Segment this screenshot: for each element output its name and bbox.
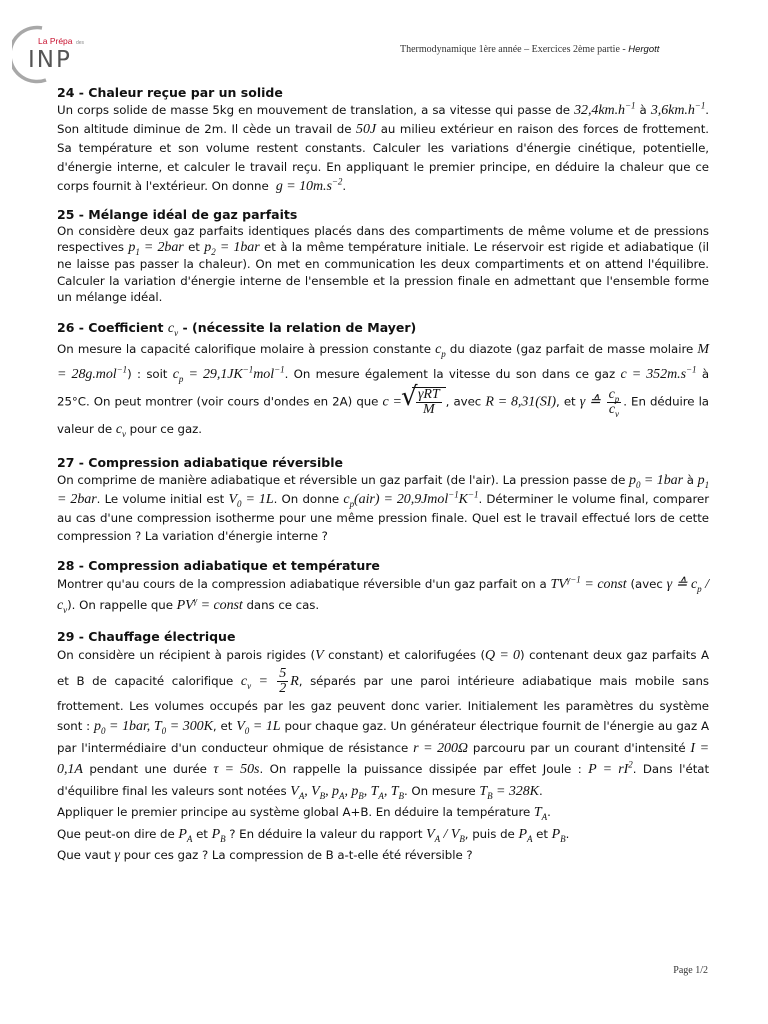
page-header — [400, 44, 700, 55]
exercise-title: 28 - Compression adiabatique et température — [57, 558, 380, 574]
exercise-body: On mesure la capacité calorifique molaire à pression constante $c_p$ du diazote (gaz parfait de masse molaire M = 28g.mol$^{-1}$) : soit $c_p = 29,1JK^{-1}mol^{-1}$. On mesure également la vitesse du son dans ce gaz $c = 352m.s^{-1}$ à 25°C. On peut montrer (voir cours d'ondes en 2A) que c = √ $\frac{\text{γRT}}{M}$ , avec R = 8,31(SI), et γ ≙ $\frac{c_p}{c_v}$ . En déduire la valeur de $c_v$ pour ce gaz. — [57, 337, 709, 442]
exercise-24 — [57, 84, 709, 196]
exercise-29 — [57, 628, 709, 867]
exercise-body: On considère un récipient à parois rigides (V constant) et calorifugées (Q = 0) contenant deux gaz parfaits A et B de capacité calorifique $c_v$ = $\frac{5}{2}$ R, séparés par une paroi intérieure adiabatique mais mobile sans frottement. Les volumes occupés par les gaz peuvent donc varier. Initialement les paramètres du système sont : $p_0 = 1bar$, $T_0 = 300K$, et $V_0 = 1L$ pour chaque gaz. Un générateur électrique fournit de l'énergie au gaz A par l'intermédiaire d'un conducteur ohmique de résistance r = 200Ω parcouru par un courant d'intensité I = 0,1A pendant une durée τ = 50s. On rappelle la puissance dissipée par effet Joule : $P = rI^2$. Dans l'état d'équilibre final les valeurs sont notées $V_A$, $V_B$, $p_A$, $p_B$, $T_A$, $T_B$. On mesure $T_B = 328K$. Appliquer le premier principe au système global A+B. En déduire la température $T_A$. Que peut-on dire de $P_A$ et $P_B$ ? En déduire la valeur du rapport $V_A / V_B$, puis de $P_A$ et $P_B$. Que vaut γ pour ces gaz ? La compression de B a-t-elle été réversible ? — [57, 648, 710, 864]
inp-logo — [12, 22, 104, 84]
header-author: Hergott — [628, 44, 660, 55]
logo-text-small: des — [76, 40, 85, 46]
exercise-title: 25 - Mélange idéal de gaz parfaits — [57, 207, 298, 222]
exercise-25 — [57, 206, 709, 305]
exercise-28 — [57, 557, 709, 616]
logo-text-main: INP — [28, 47, 72, 73]
logo-text-top: La Prépa — [38, 36, 73, 46]
exercise-title: 24 - Chaleur reçue par un solide — [57, 85, 283, 100]
exercise-27 — [57, 454, 709, 545]
exercise-title: 27 - Compression adiabatique réversible — [57, 455, 343, 471]
exercise-title: 26 - Coefficient $c_v$ - (nécessite la relation de Mayer) — [57, 320, 417, 338]
page-number: Page 1/2 — [673, 965, 708, 976]
exercise-body: Montrer qu'au cours de la compression adiabatique réversible d'un gaz parfait on a $TV^{\gamma-1}$ = const (avec γ ≙ $c_p / c_v$). On rappelle que $PV^\gamma$ = const dans ce cas. — [57, 574, 710, 615]
exercise-body: Un corps solide de masse 5kg en mouvement de translation, a sa vitesse qui passe de $32,4km.h^{-1}$ à $3,6km.h^{-1}$. Son altitude diminue de 2m. Il cède un travail de 50J au milieu extérieur en raison des forces de frottement. Sa température et son volume restent constants. Calculer les variations d'énergie cinétique, potentielle, d'énergie interne, et calculer le travail reçu. En appliquant le premier principe, en déduire la chaleur que ce corps fournit à l'extérieur. On donne $g = 10m.s^{-2}$. — [57, 100, 709, 194]
exercise-26 — [57, 319, 709, 442]
exercise-title: 29 - Chauffage électrique — [57, 629, 236, 645]
exercise-body: On comprime de manière adiabatique et réversible un gaz parfait (de l'air). La pression passe de $p_0 = 1bar$ à $p_1 = 2bar$. Le volume initial est $V_0 = 1L$. On donne $c_p(air)$ = $20,9Jmol^{-1}K^{-1}$. Déterminer le volume final, comparer au cas d'une compression isotherme pour une même pression finale. Quel est le travail effectué lors de cette compression ? La variation d'énergie interne ? — [57, 473, 710, 544]
header-course: Thermodynamique 1ère année – Exercices 2ème partie - — [400, 44, 626, 55]
exercise-list — [57, 84, 709, 867]
exercise-body: On considère deux gaz parfaits identiques placés dans des compartiments de même volume et de pressions respectives $p_1 = 2bar$ et $p_2 = 1bar$ et à la même température initiale. Le réservoir est rigide et adiabatique (il ne laisse pas passer la chaleur). On met en communication les deux compartiments et on attend l'équilibre. Calculer la variation d'énergie interne de l'ensemble et la pression finale en admettant que l'ensemble forme un mélange idéal. — [57, 224, 709, 304]
